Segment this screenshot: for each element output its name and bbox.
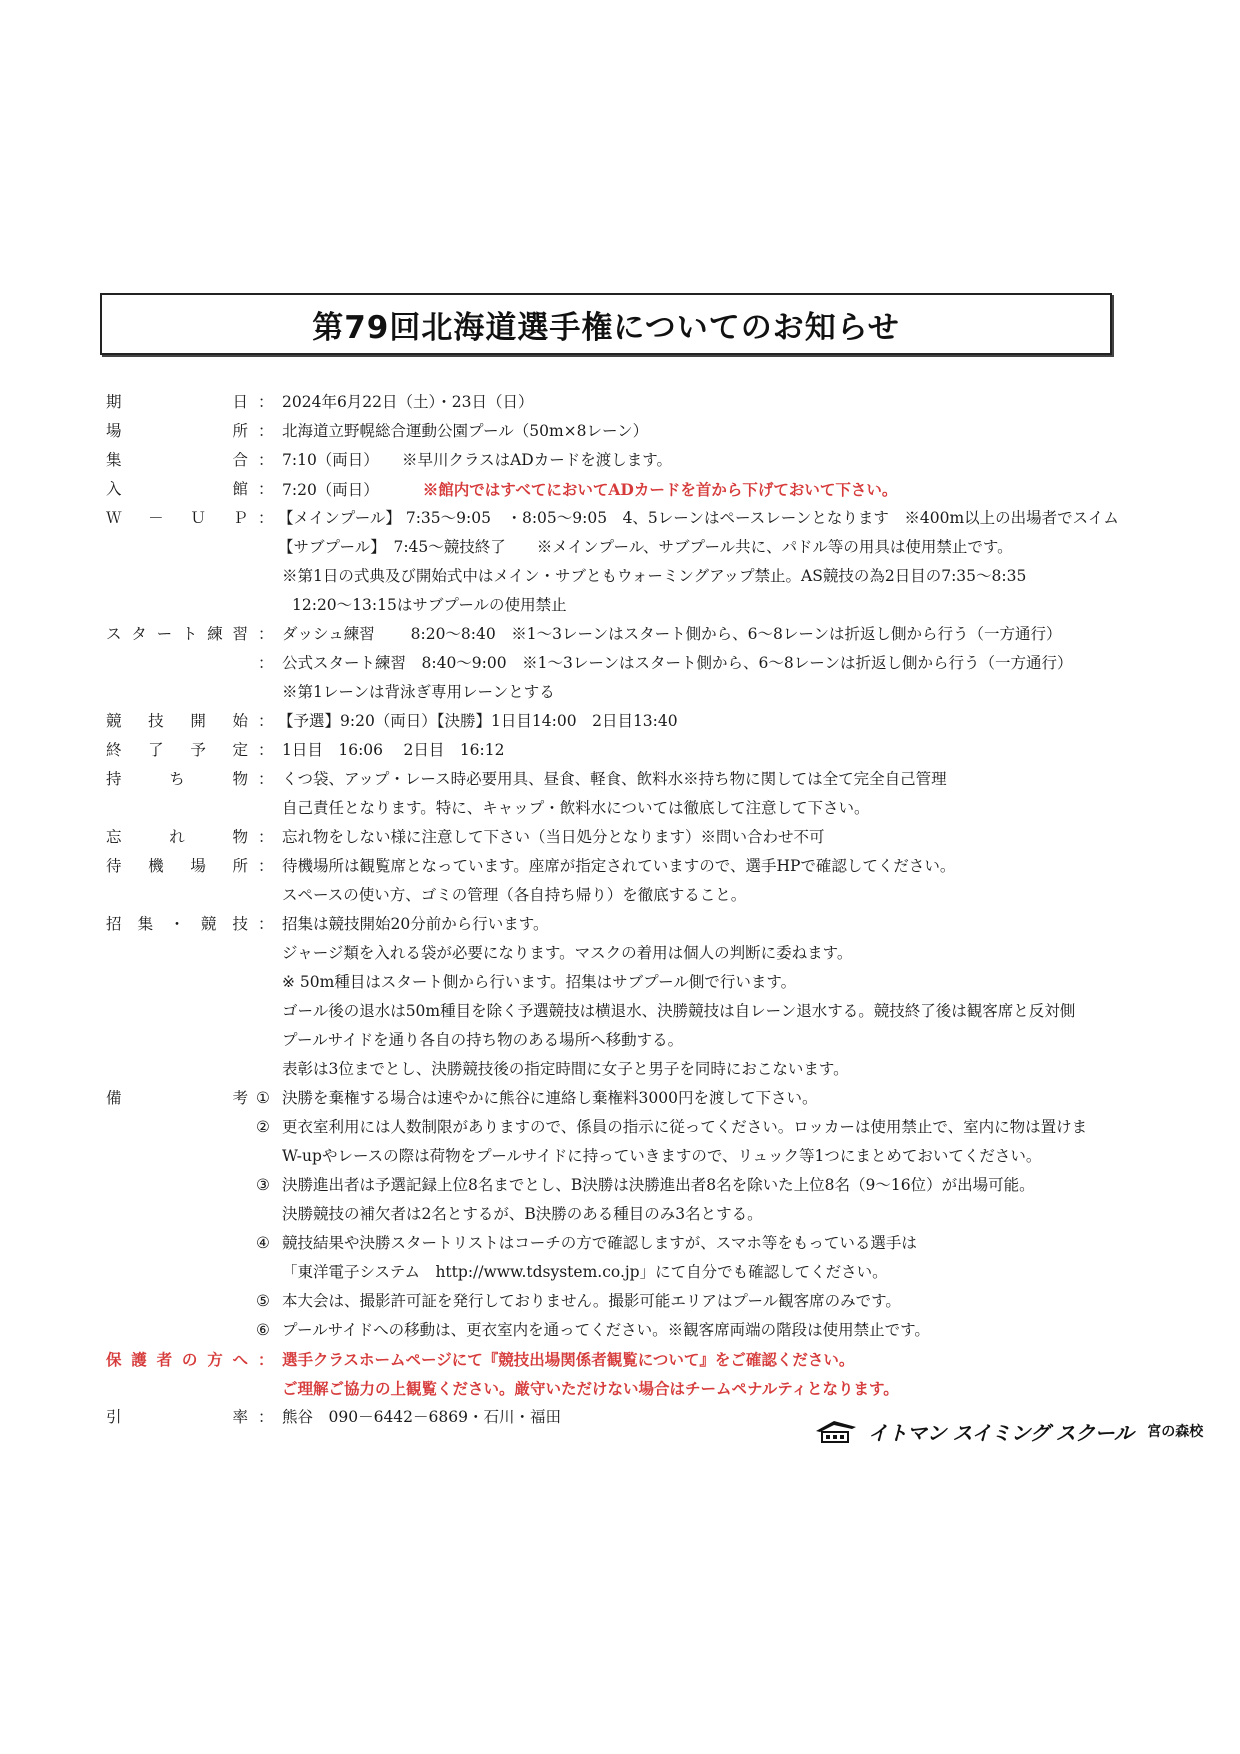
row-start-practice [106, 620, 1232, 649]
label-guardians: 保 護 者 の 方 へ [106, 1350, 248, 1369]
colon: ： [258, 393, 274, 411]
label-wup: Ｗ － Ｕ Ｐ [106, 509, 248, 527]
note-number: ⑤ [256, 1292, 270, 1310]
row-notes-3b [106, 1200, 1232, 1229]
guardians-notice: 選手クラスホームページにて『競技出場関係者観覧について』をご確認ください。 [282, 1350, 855, 1369]
call-note-5: プールサイドを通り各自の持ち物のある場所へ移動する。 [282, 1031, 684, 1049]
call-note-2: ジャージ類を入れる袋が必要になります。マスクの着用は個人の判断に委ねます。 [282, 944, 853, 962]
end-time-value: 1日目 16:06 2日目 16:12 [282, 741, 505, 759]
belongings-note: 自己責任となります。特に、キャップ・飲料水については徹底して注意して下さい。 [282, 799, 870, 817]
note-5: 本大会は、撮影許可証を発行しておりません。撮影可能エリアはプール観客席のみです。 [282, 1292, 901, 1310]
label-lost: 忘 れ 物 [106, 828, 248, 846]
row-wup [106, 504, 1232, 533]
entry-value [282, 475, 897, 505]
wup-sub: 【サブプール】 7:45～競技終了 ※メインプール、サブプール共に、パドル等の用具は使用禁止です。 [278, 538, 1013, 556]
note-4b: 「東洋電子システム http://www.tdsystem.co.jp」にて自分でも確認してください。 [282, 1263, 888, 1281]
label-place: 場 所 [106, 422, 248, 440]
call-note-3: ※ 50m種目はスタート側から行います。招集はサブプール側で行います。 [282, 973, 797, 991]
label-date: 期 日 [106, 393, 248, 411]
label-notes: 備 考 [106, 1089, 248, 1107]
row-place [106, 417, 1232, 446]
row-call [106, 910, 1232, 939]
row-notes-4b [106, 1258, 1232, 1287]
colon: ： [258, 480, 274, 498]
colon: ： [258, 828, 274, 846]
row-waiting [106, 852, 1232, 881]
row-wup-2 [106, 533, 1232, 562]
colon: ： [258, 1408, 274, 1426]
label-leader: 引 率 [106, 1408, 248, 1426]
title-box [100, 293, 1112, 355]
start-time-value: 【予選】9:20（両日）【決勝】1日目14:00 2日目13:40 [278, 712, 678, 730]
label-start-practice: ス タ ー ト 練 習 [106, 625, 248, 643]
row-wup-4 [106, 591, 1232, 620]
house-logo-icon [814, 1418, 858, 1444]
row-assembly [106, 446, 1232, 475]
row-notes-6 [106, 1316, 1232, 1345]
row-belongings [106, 765, 1232, 794]
colon: ： [258, 741, 274, 759]
row-start-time [106, 707, 1232, 736]
row-call-5 [106, 1026, 1232, 1055]
row-guardians-2 [106, 1374, 1232, 1403]
notice-body [106, 388, 1232, 1432]
call-note-4: ゴール後の退水は50m種目を除く予選競技は横退水、決勝競技は自レーン退水する。競技終了後は観客席と反対側 [282, 1002, 1076, 1020]
note-number: ② [256, 1118, 270, 1136]
dash-practice: ダッシュ練習 8:20～8:40 ※1～3レーンはスタート側から、6～8レーンは折返し側から行う（一方通行） [282, 625, 1062, 643]
colon: ： [258, 625, 274, 643]
label-waiting: 待 機 場 所 [106, 857, 248, 875]
label-entry: 入 館 [106, 480, 248, 498]
row-call-6 [106, 1055, 1232, 1084]
row-notes-5 [106, 1287, 1232, 1316]
label-end-time: 終 了 予 定 [106, 741, 248, 759]
row-guardians [106, 1345, 1232, 1374]
row-start-practice-2 [106, 649, 1232, 678]
row-notes-1 [106, 1084, 1232, 1113]
waiting-value: 待機場所は観覧席となっています。座席が指定されていますので、選手HPで確認してください。 [282, 857, 956, 875]
note-3b: 決勝競技の補欠者は2名とするが、B決勝のある種目のみ3名とする。 [282, 1205, 763, 1223]
row-call-3 [106, 968, 1232, 997]
colon: ： [258, 857, 274, 875]
wup-main: 【メインプール】 7:35～9:05 ・8:05～9:05 4、5レーンはペースレーンとなります ※400m以上の出場者でスイム [278, 509, 1119, 527]
row-call-4 [106, 997, 1232, 1026]
row-belongings-2 [106, 794, 1232, 823]
row-waiting-2 [106, 881, 1232, 910]
label-belongings: 持 ち 物 [106, 770, 248, 788]
colon: ： [258, 422, 274, 440]
place-value: 北海道立野幌総合運動公園プール（50m×8レーン） [282, 422, 649, 440]
date-value: 2024年6月22日（土）・23日（日） [282, 393, 534, 411]
colon: ： [258, 654, 274, 672]
call-value: 招集は競技開始20分前から行います。 [282, 915, 549, 933]
row-notes-4 [106, 1229, 1232, 1258]
row-notes-2 [106, 1113, 1232, 1142]
wup-note-2: 12:20～13:15はサブプールの使用禁止 [292, 596, 567, 614]
note-2a: 更衣室利用には人数制限がありますので、係員の指示に従ってください。ロッカーは使用禁止で、室内に物は置けま [282, 1118, 1088, 1136]
leader-value: 熊谷 090－6442－6869・石川・福田 [282, 1408, 561, 1426]
label-start-time: 競 技 開 始 [106, 712, 248, 730]
row-entry [106, 475, 1232, 504]
note-number: ① [256, 1089, 270, 1107]
colon: ： [258, 712, 274, 730]
school-logo [814, 1413, 1203, 1449]
row-call-2 [106, 939, 1232, 968]
waiting-note: スペースの使い方、ゴミの管理（各自持ち帰り）を徹底すること。 [282, 886, 747, 904]
row-notes-2b [106, 1142, 1232, 1171]
backstroke-lane-note: ※第1レーンは背泳ぎ専用レーンとする [282, 683, 555, 701]
colon: ： [258, 509, 274, 527]
lost-value: 忘れ物をしない様に注意して下さい（当日処分となります）※問い合わせ不可 [282, 828, 825, 846]
row-date [106, 388, 1232, 417]
note-1: 決勝を棄権する場合は速やかに熊谷に連絡し棄権料3000円を渡して下さい。 [282, 1089, 818, 1107]
colon: ： [258, 770, 274, 788]
entry-warning: ※館内ではすべてにおいてADカードを首から下げておいて下さい。 [422, 480, 898, 499]
label-assembly: 集 合 [106, 451, 248, 469]
entry-time: 7:20（両日） [282, 481, 379, 499]
note-number: ④ [256, 1234, 270, 1252]
official-start-practice: 公式スタート練習 8:40～9:00 ※1～3レーンはスタート側から、6～8レーンは折返し側から行う（一方通行） [282, 654, 1073, 672]
note-number: ③ [256, 1176, 270, 1194]
belongings-value: くつ袋、アップ・レース時必要用具、昼食、軽食、飲料水※持ち物に関しては全て完全自己管理 [282, 770, 947, 788]
row-lost [106, 823, 1232, 852]
row-wup-3 [106, 562, 1232, 591]
label-call: 招 集 ・ 競 技 [106, 915, 248, 933]
note-6: プールサイドへの移動は、更衣室内を通ってください。※観客席両端の階段は使用禁止です。 [282, 1321, 930, 1339]
page-title: 第79回北海道選手権についてのお知らせ [312, 309, 900, 346]
wup-note: ※第1日の式典及び開始式中はメイン・サブともウォーミングアップ禁止。AS競技の為2日目の7:35～8:35 [282, 567, 1027, 585]
logo-branch: 宮の森校 [1147, 1424, 1204, 1440]
row-notes-3 [106, 1171, 1232, 1200]
note-2b: W-upやレースの際は荷物をプールサイドに持っていきますので、リュック等1つにまとめておいてください。 [282, 1147, 1042, 1165]
row-end-time [106, 736, 1232, 765]
note-3a: 決勝進出者は予選記録上位8名までとし、B決勝は決勝進出者8名を除いた上位8名（9～16位）が出場可能。 [282, 1176, 1035, 1194]
logo-text: イトマン スイミング スクール [868, 1420, 1134, 1445]
row-start-practice-3 [106, 678, 1232, 707]
colon: ： [258, 451, 274, 469]
note-number: ⑥ [256, 1321, 270, 1339]
call-note-6: 表彰は3位までとし、決勝競技後の指定時間に女子と男子を同時におこないます。 [282, 1060, 849, 1078]
colon: ： [258, 1350, 274, 1369]
colon: ： [258, 915, 274, 933]
assembly-value: 7:10（両日） ※早川クラスはADカードを渡します。 [282, 451, 672, 469]
guardians-notice-2: ご理解ご協力の上観覧ください。厳守いただけない場合はチームペナルティとなります。 [282, 1379, 899, 1398]
note-4a: 競技結果や決勝スタートリストはコーチの方で確認しますが、スマホ等をもっている選手は [282, 1234, 917, 1252]
